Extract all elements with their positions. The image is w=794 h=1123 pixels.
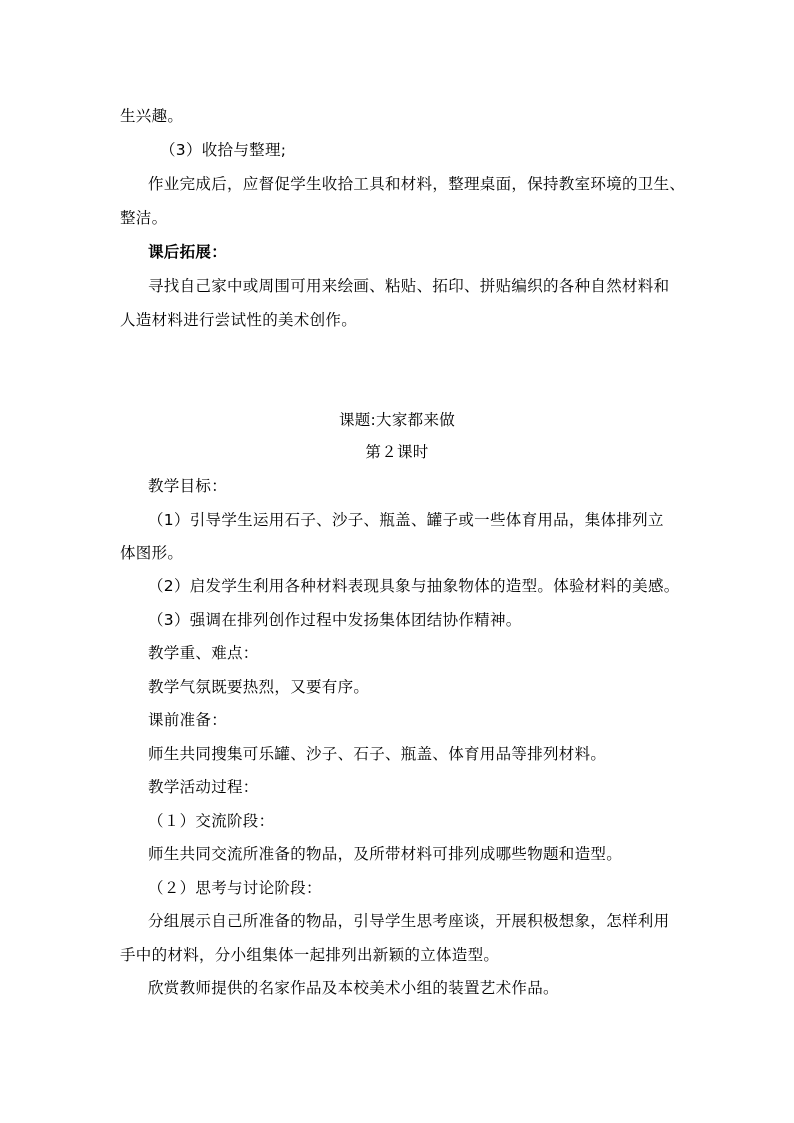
stage-1-text: 师生共同交流所准备的物品，及所带材料可排列成哪些物题和造型。 (148, 845, 623, 863)
step-3-heading: （3）收拾与整理; (160, 141, 287, 159)
preparation-text: 师生共同搜集可乐罐、沙子、石子、瓶盖、体育用品等排列材料。 (148, 745, 607, 763)
appreciation-text: 欣赏教师提供的名家作品及本校美术小组的装置艺术作品。 (148, 979, 559, 997)
lesson-title: 课题:大家都来做 (338, 411, 456, 429)
process-heading: 教学活动过程： (148, 778, 259, 796)
paragraph-continuation: 生兴趣。 (120, 107, 184, 125)
goal-1-line-2: 体图形。 (120, 544, 184, 562)
goal-3: （3）强调在排列创作过程中发扬集体团结协作精神。 (148, 611, 522, 629)
extension-text-line-1: 寻找自己家中或周围可用来绘画、粘贴、拓印、拼贴编织的各种自然材料和 (148, 277, 670, 295)
extension-heading: 课后拓展： (148, 243, 228, 261)
goals-heading: 教学目标： (148, 477, 228, 495)
key-points-heading: 教学重、难点： (148, 644, 259, 662)
stage-2-text-line-1: 分组展示自己所准备的物品，引导学生思考座谈，开展积极想象，怎样利用 (148, 912, 670, 930)
goal-1-line-1: （1）引导学生运用石子、沙子、瓶盖、罐子或一些体育用品，集体排列立 (148, 511, 664, 529)
lesson-period: 第２课时 (365, 443, 429, 461)
extension-text-line-2: 人造材料进行尝试性的美术创作。 (120, 311, 358, 329)
step-3-text-line-1: 作业完成后，应督促学生收拾工具和材料，整理桌面，保持教室环境的卫生、 (148, 175, 686, 193)
stage-1-heading: （１）交流阶段： (148, 812, 275, 830)
step-3-text-line-2: 整洁。 (120, 209, 168, 227)
key-points-text: 教学气氛既要热烈，又要有序。 (148, 678, 370, 696)
stage-2-text-line-2: 手中的材料，分小组集体一起排列出新颖的立体造型。 (120, 946, 500, 964)
preparation-heading: 课前准备： (148, 711, 228, 729)
goal-2: （2）启发学生利用各种材料表现具象与抽象物体的造型。体验材料的美感。 (148, 577, 680, 595)
stage-2-heading: （２）思考与讨论阶段： (148, 879, 322, 897)
